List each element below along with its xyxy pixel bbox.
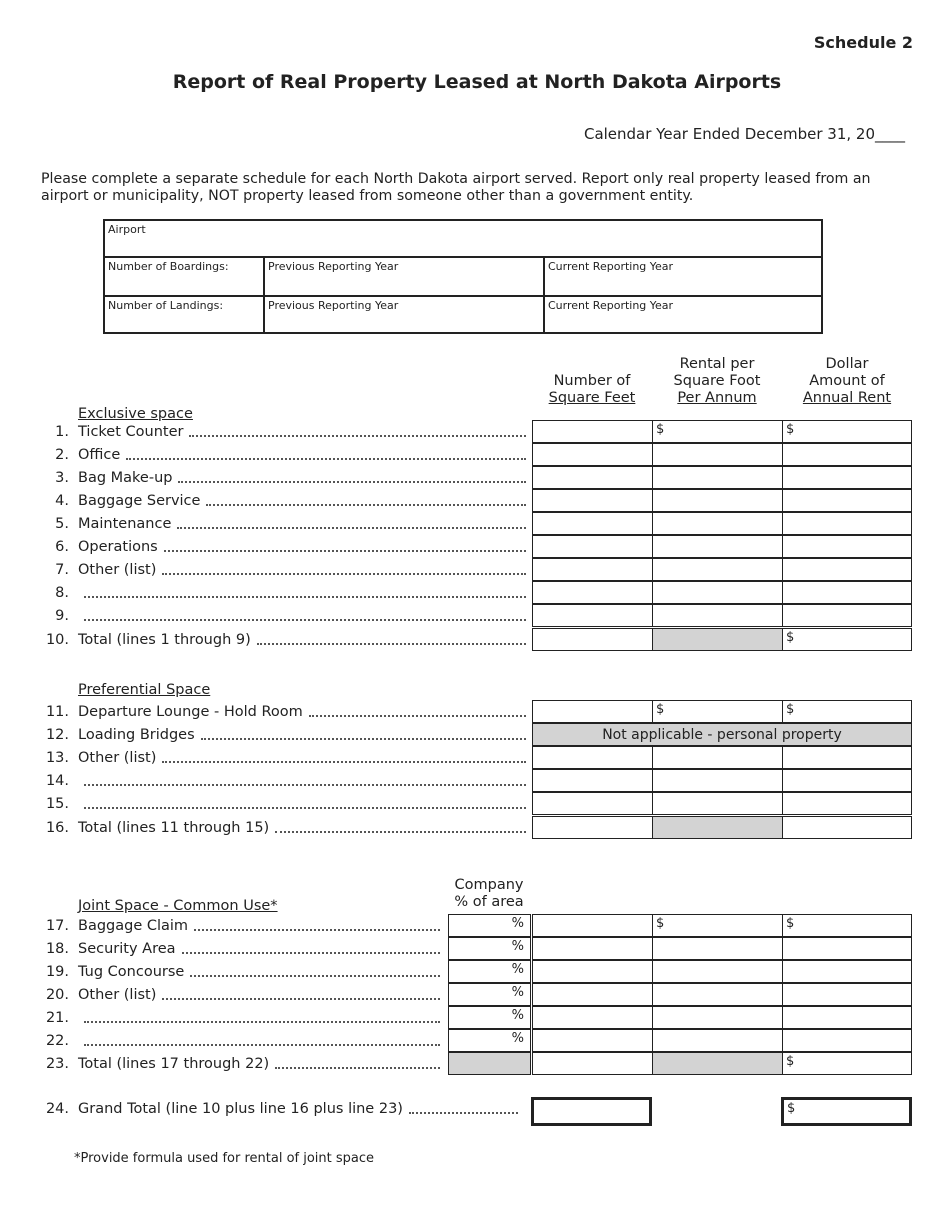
line-item (41, 513, 526, 535)
company-pct-field[interactable]: % (448, 914, 531, 937)
line-number: 14. (45, 773, 69, 789)
dot-leader (84, 807, 526, 809)
line-14-dollar-field[interactable] (782, 769, 912, 792)
line-8-sqft-field[interactable] (532, 581, 653, 604)
line-item (41, 582, 526, 604)
line-1-rate-field[interactable]: $ (652, 420, 783, 443)
dollar-header: Dollar Amount of Annual Rent (802, 356, 892, 406)
dot-leader (177, 527, 526, 529)
line-4-dollar-field[interactable] (782, 489, 912, 512)
line-7-dollar-field[interactable] (782, 558, 912, 581)
line-item (41, 536, 526, 558)
line-13-dollar-field[interactable] (782, 746, 912, 769)
line-14-sqft-field[interactable] (532, 769, 653, 792)
line-21-sqft-field[interactable] (532, 1006, 653, 1029)
line-label: Baggage Claim (78, 918, 189, 934)
line-item (41, 747, 526, 769)
line-19-sqft-field[interactable] (532, 960, 653, 983)
line-label: Loading Bridges (78, 727, 195, 743)
line-number: 2. (55, 447, 69, 463)
line-18-sqft-field[interactable] (532, 937, 653, 960)
dot-leader (182, 952, 440, 954)
line-11-rate-field[interactable]: $ (652, 700, 783, 723)
dot-leader (206, 504, 526, 506)
line-13-sqft-field[interactable] (532, 746, 653, 769)
company-pct-field (448, 1052, 531, 1075)
dot-leader (275, 831, 526, 833)
company-pct-field[interactable]: % (448, 1006, 531, 1029)
line-16-rate-field (652, 816, 783, 839)
line-17-sqft-field[interactable] (532, 914, 653, 937)
instructions: Please complete a separate schedule for each North Dakota airport served. Report only real property leased from an airport or municipality, NOT property leased from someone other than a government entity. (41, 171, 871, 204)
sqft-header: Number of Square Feet (548, 373, 636, 406)
dot-leader (84, 596, 526, 598)
line-item (41, 467, 526, 489)
line-3-dollar-field[interactable] (782, 466, 912, 489)
line-number: 18. (45, 941, 69, 957)
dot-leader (409, 1112, 518, 1114)
line-6-rate-field[interactable] (652, 535, 783, 558)
line-20-dollar-field[interactable] (782, 983, 912, 1006)
dot-leader (84, 1021, 440, 1023)
line-item (41, 1007, 440, 1029)
line-label: Departure Lounge - Hold Room (78, 704, 303, 720)
line-label: Ticket Counter (78, 424, 184, 440)
line-19-dollar-field[interactable] (782, 960, 912, 983)
line-15-dollar-field[interactable] (782, 792, 912, 815)
line-number: 9. (55, 608, 69, 624)
line-item (41, 915, 440, 937)
line-item (41, 629, 526, 651)
line-number: 4. (55, 493, 69, 509)
line-number: 13. (45, 750, 69, 766)
line-number: 20. (45, 987, 69, 1003)
line-label: Total (lines 17 through 22) (78, 1056, 270, 1072)
line-20-sqft-field[interactable] (532, 983, 653, 1006)
company-pct-field[interactable]: % (448, 983, 531, 1006)
dot-leader (201, 738, 526, 740)
dot-leader (84, 1044, 440, 1046)
line-item (41, 724, 526, 746)
dot-leader (189, 435, 526, 437)
line-number: 5. (55, 516, 69, 532)
line-item (41, 1030, 440, 1052)
line-9-rate-field[interactable] (652, 604, 783, 627)
line-label: Tug Concourse (78, 964, 185, 980)
line-9-dollar-field[interactable] (782, 604, 912, 627)
line-number: 11. (45, 704, 69, 720)
line-3-rate-field[interactable] (652, 466, 783, 489)
line-23-sqft-field[interactable] (532, 1052, 653, 1075)
dot-leader (164, 550, 526, 552)
line-5-sqft-field[interactable] (532, 512, 653, 535)
line-22-dollar-field[interactable] (782, 1029, 912, 1052)
line-number: 15. (45, 796, 69, 812)
line-22-rate-field[interactable] (652, 1029, 783, 1052)
line-2-dollar-field[interactable] (782, 443, 912, 466)
line-15-rate-field[interactable] (652, 792, 783, 815)
line-14-rate-field[interactable] (652, 769, 783, 792)
company-pct-field[interactable]: % (448, 960, 531, 983)
dot-leader (178, 481, 526, 483)
line-7-sqft-field[interactable] (532, 558, 653, 581)
line-2-rate-field[interactable] (652, 443, 783, 466)
line-number: 24. (45, 1101, 69, 1117)
line-number: 10. (45, 632, 69, 648)
line-4-sqft-field[interactable] (532, 489, 653, 512)
line-item (41, 421, 526, 443)
dot-leader (162, 761, 526, 763)
line-4-rate-field[interactable] (652, 489, 783, 512)
line-number: 17. (45, 918, 69, 934)
line-label: Office (78, 447, 121, 463)
grand-total-sqft-field[interactable] (531, 1097, 652, 1126)
not-applicable-cell: Not applicable - personal property (532, 723, 912, 746)
line-7-rate-field[interactable] (652, 558, 783, 581)
line-item (41, 770, 526, 792)
calendar-year: Calendar Year Ended December 31, 20____ (583, 125, 905, 143)
line-5-rate-field[interactable] (652, 512, 783, 535)
line-item (41, 444, 526, 466)
line-label: Baggage Service (78, 493, 201, 509)
line-10-dollar-field[interactable]: $ (782, 628, 912, 651)
line-item (41, 1098, 518, 1120)
line-number: 22. (45, 1033, 69, 1049)
line-20-rate-field[interactable] (652, 983, 783, 1006)
line-item (41, 961, 440, 983)
landings-label: Number of Landings: (104, 296, 264, 333)
company-pct-field[interactable]: % (448, 937, 531, 960)
line-6-sqft-field[interactable] (532, 535, 653, 558)
dot-leader (126, 458, 526, 460)
line-item (41, 559, 526, 581)
line-1-sqft-field[interactable] (532, 420, 653, 443)
line-label: Other (list) (78, 987, 157, 1003)
line-10-rate-field (652, 628, 783, 651)
joint-space-heading: Joint Space - Common Use* (78, 898, 278, 914)
line-number: 21. (45, 1010, 69, 1026)
line-item (41, 605, 526, 627)
line-15-sqft-field[interactable] (532, 792, 653, 815)
boardings-current-field[interactable]: Current Reporting Year (544, 257, 822, 296)
line-number: 6. (55, 539, 69, 555)
line-6-dollar-field[interactable] (782, 535, 912, 558)
line-number: 3. (55, 470, 69, 486)
line-21-dollar-field[interactable] (782, 1006, 912, 1029)
grand-total-dollar-field[interactable]: $ (781, 1097, 912, 1126)
line-label: Security Area (78, 941, 176, 957)
boardings-label: Number of Boardings: (104, 257, 264, 296)
line-number: 16. (45, 820, 69, 836)
line-23-dollar-field[interactable]: $ (782, 1052, 912, 1075)
dot-leader (162, 998, 440, 1000)
line-label: Total (lines 11 through 15) (78, 820, 270, 836)
line-23-rate-field (652, 1052, 783, 1075)
landings-previous-field[interactable]: Previous Reporting Year (264, 296, 544, 333)
line-21-rate-field[interactable] (652, 1006, 783, 1029)
dot-leader (84, 619, 526, 621)
line-label: Other (list) (78, 562, 157, 578)
line-number: 12. (45, 727, 69, 743)
dot-leader (190, 975, 440, 977)
line-item (41, 1053, 440, 1075)
line-number: 8. (55, 585, 69, 601)
line-label: Operations (78, 539, 158, 555)
footnote: *Provide formula used for rental of joint space (74, 1151, 375, 1166)
line-label: Maintenance (78, 516, 172, 532)
preferential-space-heading: Preferential Space (78, 682, 211, 698)
line-item (41, 701, 526, 723)
line-18-dollar-field[interactable] (782, 937, 912, 960)
line-13-rate-field[interactable] (652, 746, 783, 769)
line-17-dollar-field[interactable]: $ (782, 914, 912, 937)
line-number: 19. (45, 964, 69, 980)
dot-leader (194, 929, 440, 931)
line-label: Other (list) (78, 750, 157, 766)
line-11-sqft-field[interactable] (532, 700, 653, 723)
line-16-sqft-field[interactable] (532, 816, 653, 839)
dot-leader (275, 1067, 440, 1069)
dot-leader (257, 643, 526, 645)
line-8-dollar-field[interactable] (782, 581, 912, 604)
line-11-dollar-field[interactable]: $ (782, 700, 912, 723)
line-label: Grand Total (line 10 plus line 16 plus line 23) (78, 1101, 403, 1117)
line-10-sqft-field[interactable] (532, 628, 653, 651)
line-number: 7. (55, 562, 69, 578)
dot-leader (162, 573, 526, 575)
company-header: Company % of area (454, 877, 524, 910)
rent-header: Rental per Square Foot Per Annum (673, 356, 761, 406)
line-item (41, 817, 526, 839)
line-number: 23. (45, 1056, 69, 1072)
line-item (41, 984, 440, 1006)
line-9-sqft-field[interactable] (532, 604, 653, 627)
line-label: Total (lines 1 through 9) (78, 632, 251, 648)
line-19-rate-field[interactable] (652, 960, 783, 983)
line-16-dollar-field[interactable] (782, 816, 912, 839)
line-22-sqft-field[interactable] (532, 1029, 653, 1052)
dot-leader (309, 715, 526, 717)
airport-info-table (103, 219, 823, 334)
airport-field[interactable]: Airport (104, 220, 822, 257)
line-17-rate-field[interactable]: $ (652, 914, 783, 937)
boardings-previous-field[interactable]: Previous Reporting Year (264, 257, 544, 296)
line-item (41, 938, 440, 960)
line-item (41, 793, 526, 815)
line-3-sqft-field[interactable] (532, 466, 653, 489)
page-title: Report of Real Property Leased at North Dakota Airports (172, 71, 782, 93)
company-pct-field[interactable]: % (448, 1029, 531, 1052)
schedule-label: Schedule 2 (813, 33, 913, 52)
line-number: 1. (55, 424, 69, 440)
dot-leader (84, 784, 526, 786)
line-2-sqft-field[interactable] (532, 443, 653, 466)
line-8-rate-field[interactable] (652, 581, 783, 604)
exclusive-space-heading: Exclusive space (78, 406, 193, 422)
line-item (41, 490, 526, 512)
landings-current-field[interactable]: Current Reporting Year (544, 296, 822, 333)
line-1-dollar-field[interactable]: $ (782, 420, 912, 443)
line-5-dollar-field[interactable] (782, 512, 912, 535)
line-18-rate-field[interactable] (652, 937, 783, 960)
line-label: Bag Make-up (78, 470, 173, 486)
